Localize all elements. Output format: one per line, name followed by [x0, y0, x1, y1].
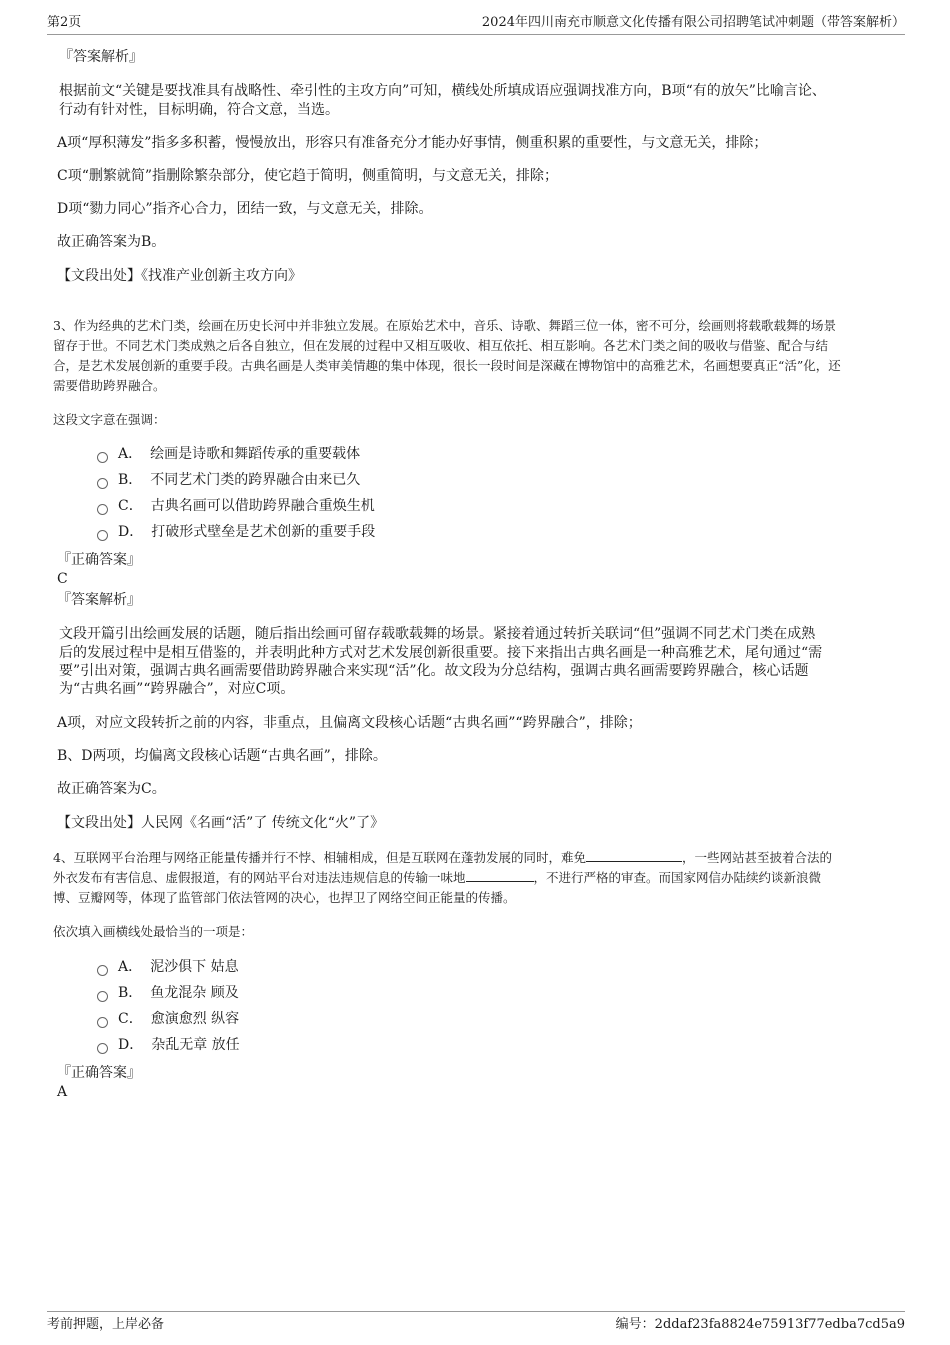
radio-icon[interactable]	[97, 452, 108, 463]
q3-answer: C	[57, 571, 68, 587]
document-title: 2024年四川南充市顺意文化传播有限公司招聘笔试冲刺题（带答案解析）	[481, 15, 905, 30]
page-header	[47, 14, 905, 35]
document-code: 编号：2ddaf23fa8824e75913f77edba7cd5a9	[615, 1317, 905, 1332]
q4-option-a[interactable]: A． 泥沙俱下 姑息	[97, 957, 239, 977]
q2-analysis-line: 行动有针对性，目标明确，符合文意，当选。	[59, 102, 339, 118]
q3-stem-line: 需要借助跨界融合。	[53, 378, 166, 393]
radio-icon[interactable]	[97, 1017, 108, 1028]
footer-slogan: 考前押题，上岸必备	[47, 1317, 165, 1332]
page-number: 第2页	[47, 15, 82, 30]
q4-stem-line: 4、互联网平台治理与网络正能量传播并行不悖、相辅相成，但是互联网在蓬勃发展的同时，难免 ，一些网站甚至披着合法的	[53, 850, 832, 865]
answer-blank	[466, 869, 534, 882]
q3-option-b[interactable]: B． 不同艺术门类的跨界融合由来已久	[97, 470, 360, 490]
q3-analysis-line: 为“古典名画”“跨界融合”，对应C项。	[59, 681, 295, 697]
q4-stem-line: 外衣发布有害信息、虚假报道，有的网站平台对违法违规信息的传输一味地 ，不进行严格的审查。而国家网信办陆续约谈新浪微	[53, 870, 822, 885]
q2-conclusion: 故正确答案为B。	[57, 234, 166, 250]
q3-conclusion: 故正确答案为C。	[57, 781, 166, 797]
radio-icon[interactable]	[97, 1043, 108, 1054]
q3-stem-line: 合，是艺术发展创新的重要手段。古典名画是人类审美情趣的集中体现，很长一段时间是深藏在博物馆中的高雅艺术，名画想要真正“活”化，还	[53, 358, 841, 373]
answer-blank	[586, 849, 682, 862]
q2-analysis-label: 『答案解析』	[59, 49, 143, 65]
q3-analysis-line: 后的发展过程中是相互借鉴的，并表明此种方式对艺术发展创新很重要。接下来指出古典名画是一种高雅艺术，尾句通过“需	[59, 645, 823, 661]
radio-icon[interactable]	[97, 478, 108, 489]
q3-analysis-line: 要”引出对策，强调古典名画需要借助跨界融合来实现“活”化。故文段为分总结构，强调古典名画需要跨界融合，核心话题	[59, 663, 809, 679]
q4-answer: A	[57, 1084, 68, 1100]
q4-option-d[interactable]: D． 杂乱无章 放任	[97, 1035, 240, 1055]
q3-prompt: 这段文字意在强调：	[53, 412, 166, 427]
radio-icon[interactable]	[97, 504, 108, 515]
q3-option-d[interactable]: D． 打破形式壁垒是艺术创新的重要手段	[97, 522, 375, 542]
q3-analysis-bd: B、D两项，均偏离文段核心话题“古典名画”，排除。	[57, 748, 387, 764]
q3-stem-line: 留存于世。不同艺术门类成熟之后各自独立，但在发展的过程中又相互吸收、相互依托、相互影响。各艺术门类之间的吸收与借鉴、配合与结	[53, 338, 829, 353]
q3-analysis-a: A项，对应文段转折之前的内容，非重点，且偏离文段核心话题“古典名画”“跨界融合”，排除；	[57, 715, 642, 731]
page-footer	[47, 1311, 905, 1336]
radio-icon[interactable]	[97, 965, 108, 976]
q4-prompt: 依次填入画横线处最恰当的一项是：	[53, 924, 254, 939]
q3-source: 【文段出处】人民网《名画“活”了 传统文化“火”了》	[57, 815, 385, 831]
q3-answer-label: 『正确答案』	[57, 552, 141, 568]
q2-analysis-line: 根据前文“关键是要找准具有战略性、牵引性的主攻方向”可知，横线处所填成语应强调找准方向，B项“有的放矢”比喻言论、	[59, 83, 826, 99]
q3-stem-line: 3、作为经典的艺术门类，绘画在历史长河中并非独立发展。在原始艺术中，音乐、诗歌、舞蹈三位一体，密不可分，绘画则将载歌载舞的场景	[53, 318, 836, 333]
radio-icon[interactable]	[97, 991, 108, 1002]
radio-icon[interactable]	[97, 530, 108, 541]
q3-option-a[interactable]: A． 绘画是诗歌和舞蹈传承的重要载体	[97, 444, 360, 464]
q4-option-b[interactable]: B． 鱼龙混杂 顾及	[97, 983, 239, 1003]
q3-option-c[interactable]: C． 古典名画可以借助跨界融合重焕生机	[97, 496, 375, 516]
q3-analysis-label: 『答案解析』	[57, 592, 141, 608]
q4-stem-line: 博、豆瓣网等，体现了监管部门依法管网的决心，也捍卫了网络空间正能量的传播。	[53, 890, 516, 905]
q4-answer-label: 『正确答案』	[57, 1065, 141, 1081]
q4-option-c[interactable]: C． 愈演愈烈 纵容	[97, 1009, 239, 1029]
q2-analysis-c: C项“删繁就简”指删除繁杂部分，使它趋于简明，侧重简明，与文意无关，排除；	[57, 168, 559, 184]
q2-analysis-a: A项“厚积薄发”指多多积蓄，慢慢放出，形容只有准备充分才能办好事情，侧重积累的重要性，与文意无关，排除；	[57, 135, 768, 151]
q2-source: 【文段出处】《找准产业创新主攻方向》	[57, 268, 302, 284]
q3-analysis-line: 文段开篇引出绘画发展的话题，随后指出绘画可留存载歌载舞的场景。紧接着通过转折关联词“但”强调不同艺术门类在成熟	[59, 626, 816, 642]
q2-analysis-d: D项“勠力同心”指齐心合力，团结一致，与文意无关，排除。	[57, 201, 433, 217]
